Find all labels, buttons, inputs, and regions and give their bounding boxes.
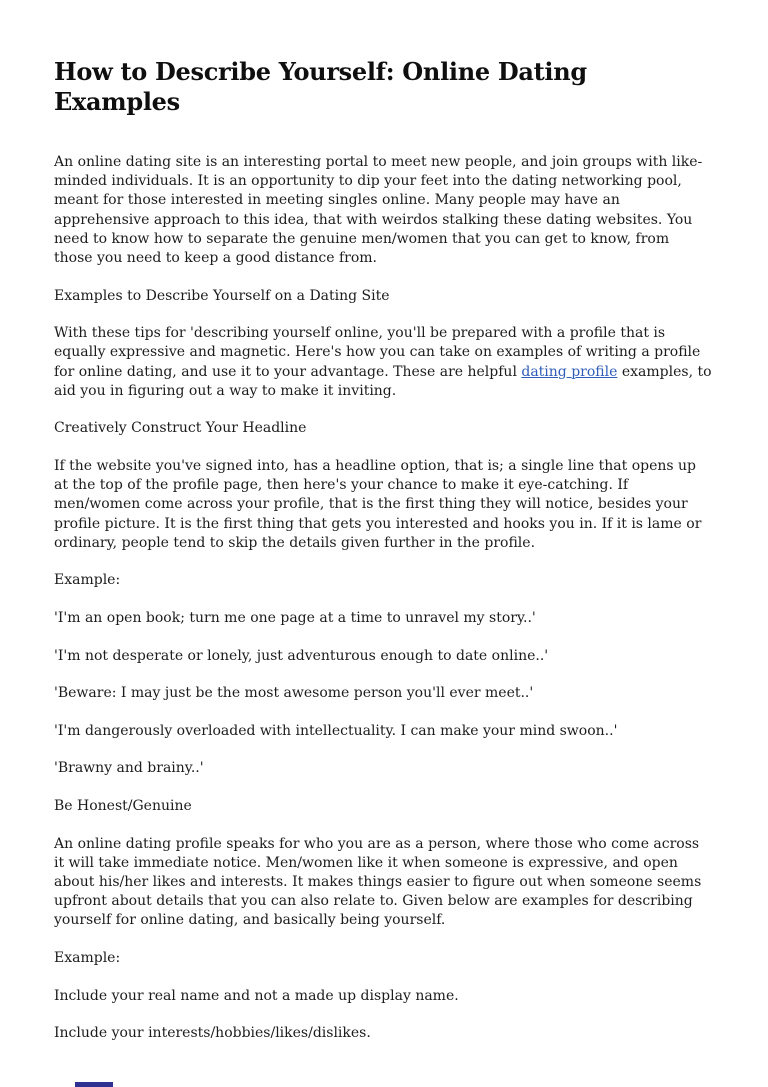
quote-not-desperate: 'I'm not desperate or lonely, just adventurous enough to date online..' [54, 647, 549, 664]
tip-real-name: Include your real name and not a made up display name. [54, 987, 459, 1004]
quote-open-book: 'I'm an open book; turn me one page at a time to unravel my story..' [54, 610, 536, 626]
quote-intellectuality: 'I'm dangerously overloaded with intellectuality. I can make your mind swoon..' [54, 722, 618, 739]
section-heading-honest: Be Honest/Genuine [54, 797, 192, 814]
tip-interests: Include your interests/hobbies/likes/dislikes. [54, 1025, 371, 1042]
paragraph-honest: An online dating profile speaks for who you are as a person, where those who come across it will take immediate notice. Men/women like it when someone is expressive, and open about his/her likes and interests. It makes things easier to figure out when someone seems upfront about details that you can also relate to. Given below are examples for describing yourself for online dating, and basically being yourself. [54, 835, 702, 929]
quote-brawny-brainy: 'Brawny and brainy..' [54, 760, 204, 777]
section-heading-examples: Examples to Describe Yourself on a Dating Site [54, 287, 390, 304]
section-heading-headline: Creatively Construct Your Headline [54, 420, 307, 437]
dating-profile-link[interactable]: dating profile [521, 363, 618, 380]
example-label-1: Example: [54, 572, 121, 589]
example-label-2: Example: [54, 949, 121, 966]
next-page-edge-marker [75, 1082, 113, 1087]
paragraph-headline: If the website you've signed into, has a headline option, that is; a single line that opens up at the top of the profile page, then here's your chance to make it eye-catching. If men/women come across your profile, that is the first thing they will notice, besides your profile picture. It is the first thing that gets you interested and hooks you in. If it is lame or ordinary, people tend to skip the details given further in the profile. [54, 458, 702, 551]
paragraph-tips-before-link: With these tips for 'describing yourself online, you'll be prepared with a profile that is equally expressive and magnetic. Here's how you can take on examples of writing a profile for online dating, and use it to your advantage. These are helpful [54, 325, 701, 380]
paragraph-tips [54, 324, 712, 401]
document-title: How to Describe Yourself: Online Dating Examples [54, 57, 587, 116]
quote-beware: 'Beware: I may just be the most awesome person you'll ever meet..' [54, 685, 534, 702]
paragraph-tips-after-link: examples, to aid you in figuring out a way to make it inviting. [54, 363, 712, 399]
paragraph-intro: An online dating site is an interesting portal to meet new people, and join groups with like-minded individuals. It is an opportunity to dip your feet into the dating networking pool, meant for those interested in meeting singles online. Many people may have an apprehensive approach to this idea, that with weirdos stalking these dating websites. You need to know how to separate the genuine men/women that you can get to know, from those you need to keep a good distance from. [54, 154, 703, 267]
